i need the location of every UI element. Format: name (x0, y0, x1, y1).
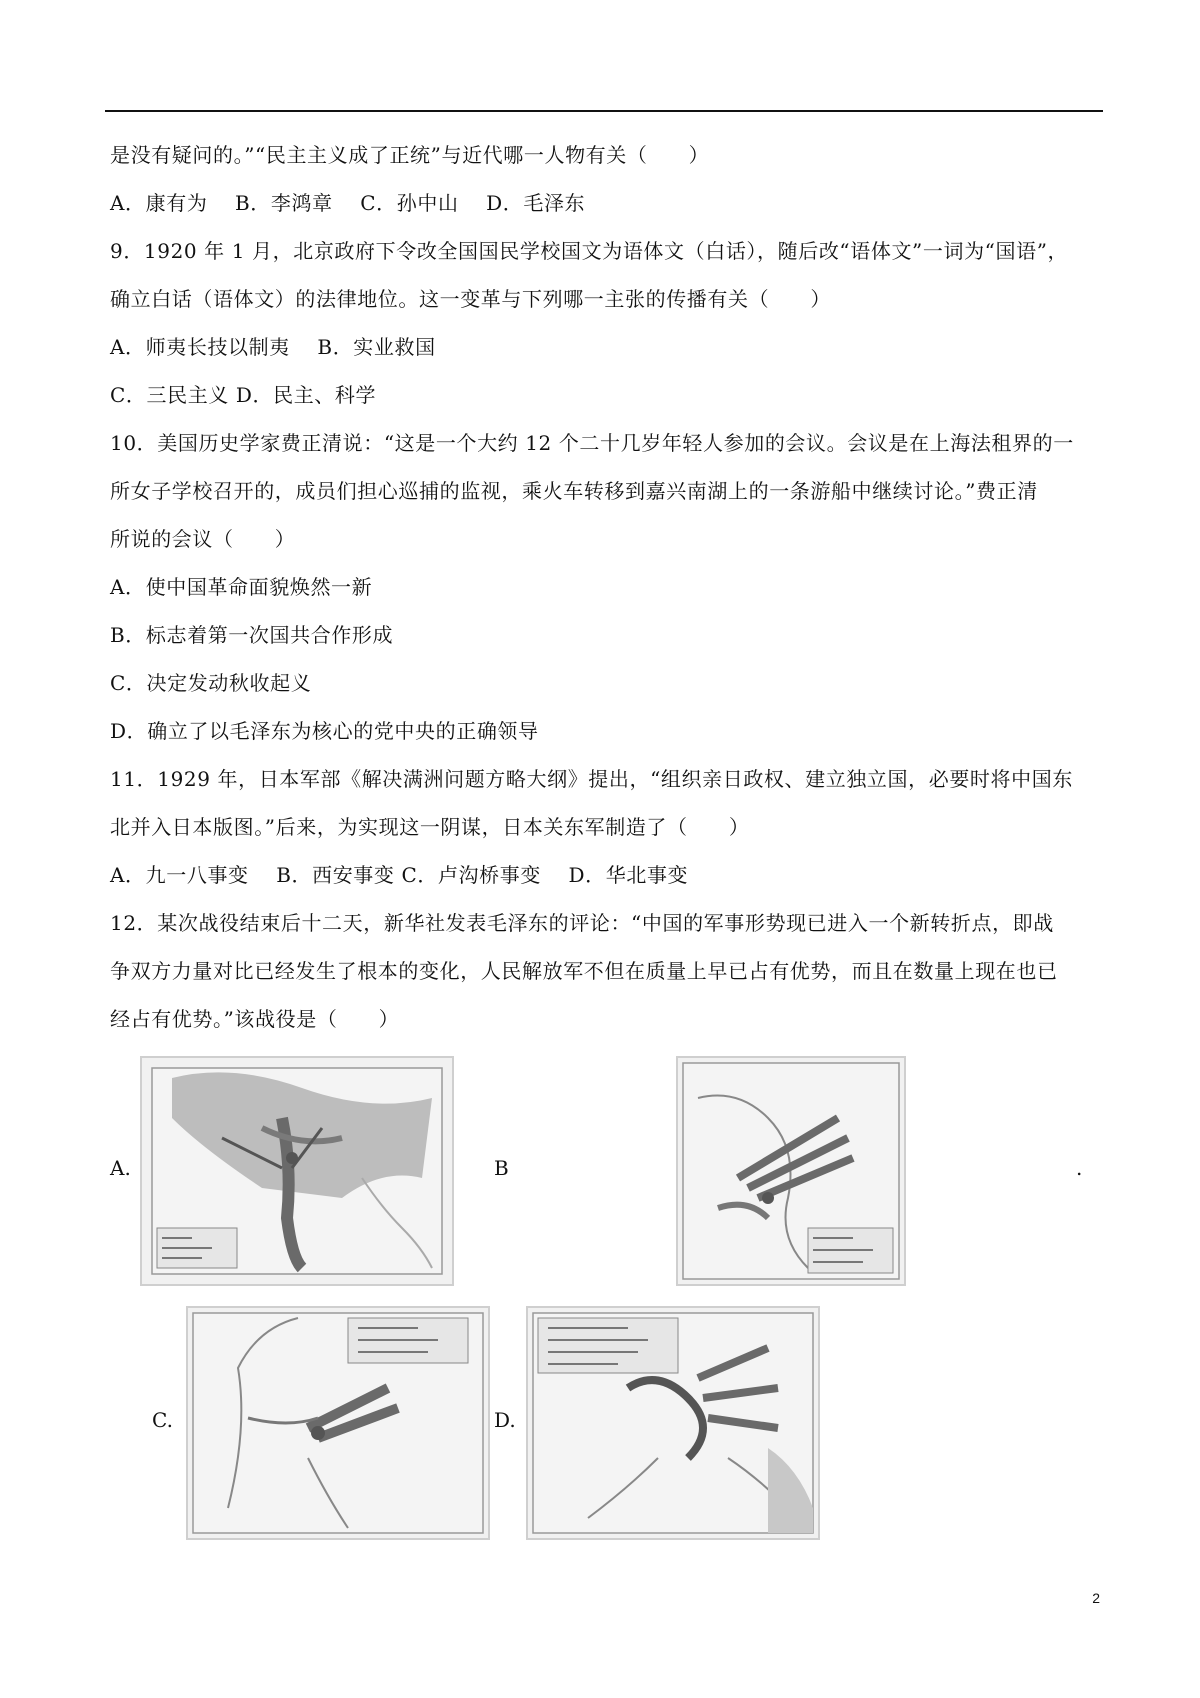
text-line: 所女子学校召开的，成员们担心巡捕的监视，乘火车转移到嘉兴南湖上的一条游船中继续讨论。”费正清 (110, 479, 1038, 503)
text-line: C．决定发动秋收起义 (110, 671, 312, 695)
option-d-label: D. (494, 1408, 516, 1432)
text-line: A．康有为 B．李鸿章 C．孙中山 D．毛泽东 (110, 191, 586, 215)
option-d-map (526, 1306, 820, 1540)
option-b-end-mark: . (1076, 1156, 1083, 1180)
text-line: 经占有优势。”该战役是（ ） (110, 1007, 400, 1031)
text-line: A．师夷长技以制夷 B．实业救国 (110, 335, 436, 359)
text-line: 确立白话（语体文）的法律地位。这一变革与下列哪一主张的传播有关（ ） (110, 287, 831, 311)
option-b-label: B (494, 1156, 509, 1180)
option-c-map (186, 1306, 490, 1540)
option-b-map (676, 1056, 906, 1286)
text-line: 所说的会议（ ） (110, 527, 296, 551)
option-a-label: A. (110, 1156, 131, 1180)
text-line: B．标志着第一次国共合作形成 (110, 623, 394, 647)
text-line: 是没有疑问的。”“民主主义成了正统”与近代哪一人物有关（ ） (110, 143, 710, 167)
text-line: 争双方力量对比已经发生了根本的变化，人民解放军不但在质量上早已占有优势，而且在数量上现在也已 (110, 959, 1058, 983)
text-line: A．九一八事变 B．西安事变 C．卢沟桥事变 D．华北事变 (110, 863, 689, 887)
option-c-label: C. (152, 1408, 173, 1432)
option-a-map (140, 1056, 454, 1286)
text-line: 北并入日本版图。”后来，为实现这一阴谋，日本关东军制造了（ ） (110, 815, 750, 839)
question-10-text: 10．美国历史学家费正清说：“这是一个大约 12 个二十几岁年轻人参加的会议。会议是在上海法租界的一 (110, 431, 1074, 455)
text-line: C．三民主义 D．民主、科学 (110, 383, 377, 407)
question-9-text: 9．1920 年 1 月，北京政府下令改全国国民学校国文为语体文（白话），随后改“语体文”一词为“国语”， (110, 239, 1069, 263)
question-12-text: 12．某次战役结束后十二天，新华社发表毛泽东的评论：“中国的军事形势现已进入一个新转折点，即战 (110, 911, 1054, 935)
question-11-text: 11．1929 年，日本军部《解决满洲问题方略大纲》提出，“组织亲日政权、建立独立国，必要时将中国东 (110, 767, 1073, 791)
text-line: A．使中国革命面貌焕然一新 (110, 575, 373, 599)
header-rule (105, 110, 1103, 112)
page-number: 2 (1092, 1590, 1100, 1606)
text-line: D．确立了以毛泽东为核心的党中央的正确领导 (110, 719, 539, 743)
